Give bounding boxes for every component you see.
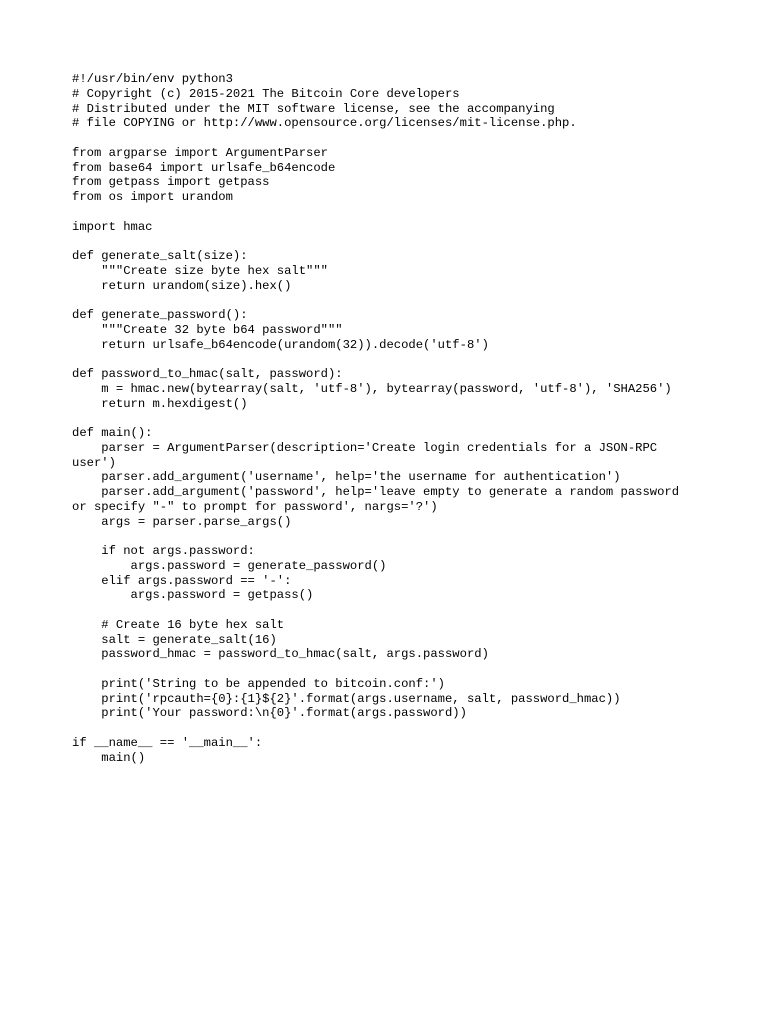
code-line: password_hmac = password_to_hmac(salt, args.password) xyxy=(72,647,489,662)
code-line: from getpass import getpass xyxy=(72,175,270,190)
code-line xyxy=(72,721,712,736)
code-line: """Create 32 byte b64 password""" xyxy=(72,322,343,337)
code-line: if __name__ == '__main__': xyxy=(72,735,263,750)
code-line: return urlsafe_b64encode(urandom(32)).decode('utf-8') xyxy=(72,337,489,352)
code-line: salt = generate_salt(16) xyxy=(72,632,277,647)
code-line: args = parser.parse_args() xyxy=(72,514,292,529)
code-line: parser.add_argument('username', help='the username for authentication') xyxy=(72,470,621,485)
code-line: def password_to_hmac(salt, password): xyxy=(72,367,343,381)
code-line: return m.hexdigest() xyxy=(72,396,248,411)
code-line xyxy=(72,411,712,426)
code-line: main() xyxy=(72,750,146,765)
code-line: """Create size byte hex salt""" xyxy=(72,263,328,278)
code-line xyxy=(72,529,712,544)
code-line: from base64 import urlsafe_b64encode xyxy=(72,160,336,175)
code-line: # Distributed under the MIT software license, see the accompanying xyxy=(72,101,555,116)
code-line: args.password = generate_password() xyxy=(72,558,387,573)
code-line: import hmac xyxy=(72,219,153,234)
code-line: user') xyxy=(72,455,116,470)
code-line: elif args.password == '-': xyxy=(72,573,292,588)
code-line xyxy=(72,662,712,677)
code-line xyxy=(72,293,712,308)
code-line: def main(): xyxy=(72,426,153,440)
code-line xyxy=(72,205,712,220)
code-listing xyxy=(72,72,712,765)
code-line: parser = ArgumentParser(description='Create login credentials for a JSON-RPC xyxy=(72,440,658,455)
code-line xyxy=(72,352,712,367)
code-line: args.password = getpass() xyxy=(72,588,314,603)
code-line: from os import urandom xyxy=(72,190,233,204)
code-line: print('Your password:\n{0}'.format(args.password)) xyxy=(72,706,467,721)
code-line xyxy=(72,234,712,249)
code-line: # file COPYING or http://www.opensource.org/licenses/mit-license.php. xyxy=(72,116,577,131)
code-line: print('String to be appended to bitcoin.conf:') xyxy=(72,676,445,691)
code-line: def generate_password(): xyxy=(72,308,248,322)
code-line: m = hmac.new(bytearray(salt, 'utf-8'), bytearray(password, 'utf-8'), 'SHA256') xyxy=(72,381,672,396)
code-line: from argparse import ArgumentParser xyxy=(72,145,328,160)
code-line: or specify "-" to prompt for password', nargs='?') xyxy=(72,499,438,514)
code-line: print('rpcauth={0}:{1}${2}'.format(args.username, salt, password_hmac)) xyxy=(72,691,621,706)
code-line: # Create 16 byte hex salt xyxy=(72,617,285,632)
code-line xyxy=(72,603,712,618)
code-line: if not args.password: xyxy=(72,544,255,558)
code-line: #!/usr/bin/env python3 xyxy=(72,72,233,86)
code-line: parser.add_argument('password', help='leave empty to generate a random password xyxy=(72,485,680,499)
code-line: # Copyright (c) 2015-2021 The Bitcoin Core developers xyxy=(72,86,460,101)
code-line xyxy=(72,131,712,146)
code-line: return urandom(size).hex() xyxy=(72,278,292,293)
code-line: def generate_salt(size): xyxy=(72,249,248,263)
